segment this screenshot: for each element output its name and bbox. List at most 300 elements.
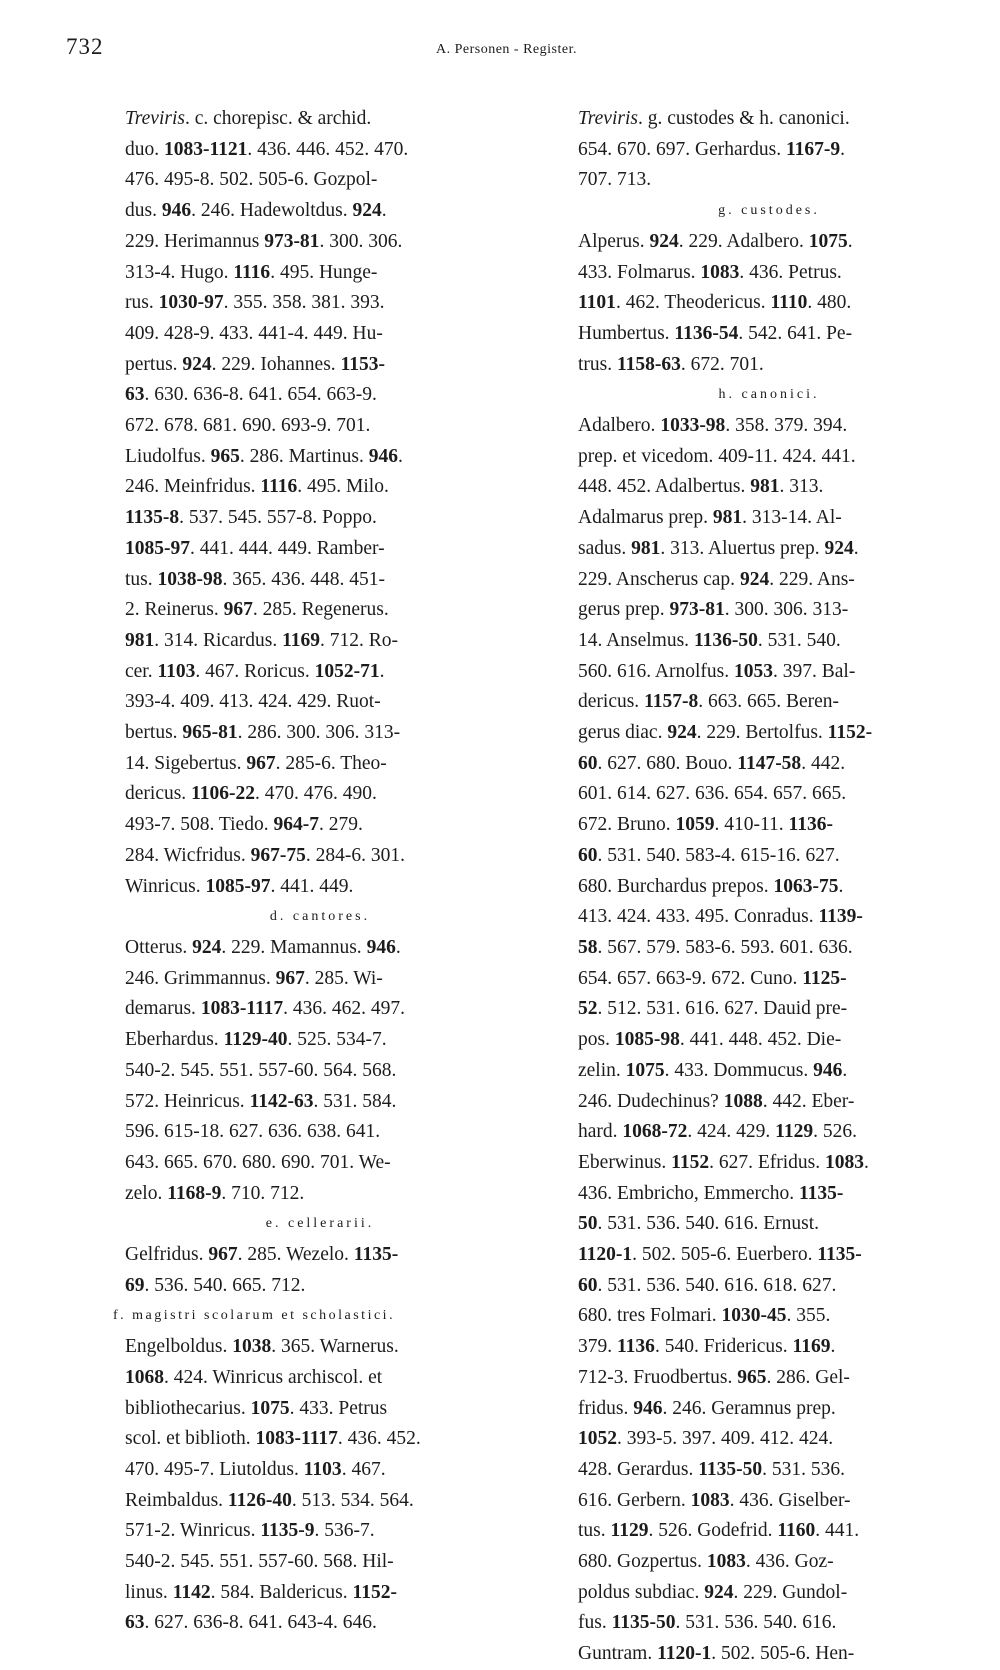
year-range: 1135- bbox=[817, 1244, 862, 1266]
year-range: 1101 bbox=[578, 292, 616, 314]
register-line bbox=[578, 1332, 960, 1363]
register-line bbox=[578, 687, 960, 718]
register-line bbox=[125, 565, 515, 596]
year-range: 63 bbox=[125, 1612, 145, 1634]
entry-text: sadus. bbox=[578, 537, 632, 559]
entry-text: . 313. bbox=[779, 476, 824, 498]
register-line bbox=[125, 1394, 515, 1425]
register-line bbox=[578, 595, 960, 626]
entry-text: Gelfridus. bbox=[125, 1244, 209, 1266]
register-line bbox=[125, 657, 515, 688]
entry-text: Adalmarus prep. bbox=[578, 507, 713, 529]
year-range: 1136-50 bbox=[693, 629, 758, 651]
year-range: 1083 bbox=[700, 261, 740, 283]
register-line bbox=[578, 1486, 960, 1517]
entry-text: 2. Reinerus. bbox=[125, 599, 224, 621]
page-header bbox=[66, 34, 956, 74]
entry-text: . 285. Regenerus. bbox=[252, 599, 389, 621]
entry-text: Guntram. bbox=[578, 1643, 658, 1665]
year-range: 1135-50 bbox=[698, 1458, 763, 1480]
entry-text: bibliothecarius. bbox=[125, 1397, 251, 1419]
year-range: 1038-98 bbox=[157, 568, 223, 590]
entry-text: . 531. 584. bbox=[313, 1090, 397, 1112]
register-line bbox=[125, 288, 515, 319]
entry-text: . 313. Aluertus prep. bbox=[660, 537, 825, 559]
year-range: 973-81 bbox=[264, 230, 320, 252]
register-line bbox=[578, 135, 960, 166]
year-range: 1075 bbox=[250, 1397, 290, 1419]
register-line bbox=[125, 350, 515, 381]
entry-text: 229. Anscherus cap. bbox=[578, 568, 740, 590]
year-range: 964-7 bbox=[273, 814, 319, 836]
year-range: 1169 bbox=[792, 1336, 831, 1358]
entry-text: Reimbaldus. bbox=[125, 1489, 228, 1511]
entry-text: fridus. bbox=[578, 1397, 634, 1419]
register-line bbox=[578, 1424, 960, 1455]
entry-text: 379. bbox=[578, 1336, 617, 1358]
entry-text: zelo. bbox=[125, 1182, 168, 1204]
register-line bbox=[125, 1455, 515, 1486]
entry-text: . bbox=[395, 936, 401, 958]
entry-text: . 627. 636-8. 641. 643-4. 646. bbox=[144, 1612, 377, 1634]
entry-text: . 436. 462. 497. bbox=[283, 998, 406, 1020]
register-line bbox=[578, 902, 960, 933]
entry-text: 572. Heinricus. bbox=[125, 1090, 250, 1112]
entry-text: . 246. Geramnus prep. bbox=[662, 1397, 836, 1419]
entry-text: . 246. Hadewoltdus. bbox=[191, 200, 353, 222]
year-range: 50 bbox=[578, 1213, 598, 1235]
entry-text: . bbox=[830, 1336, 836, 1358]
year-range: 1136-54 bbox=[674, 322, 739, 344]
entry-text: . 424. Winricus archiscol. et bbox=[164, 1366, 383, 1388]
register-line bbox=[578, 1148, 960, 1179]
register-line bbox=[578, 1087, 960, 1118]
entry-text: zelin. bbox=[578, 1059, 626, 1081]
register-line bbox=[578, 442, 960, 473]
register-line bbox=[125, 319, 515, 350]
register-line bbox=[125, 1056, 515, 1087]
entry-text: . 229. Bertolfus. bbox=[696, 722, 828, 744]
running-head: A. Personen - Register. bbox=[436, 42, 577, 57]
entry-text: . 441. 448. 452. Die- bbox=[679, 1029, 842, 1051]
register-line bbox=[125, 1148, 515, 1179]
register-line bbox=[578, 1056, 960, 1087]
entry-text: 540-2. 545. 551. 557-60. 568. Hil- bbox=[125, 1551, 394, 1573]
year-range: 924 bbox=[824, 537, 854, 559]
register-line bbox=[125, 411, 515, 442]
register-line bbox=[125, 933, 515, 964]
year-range: 1063-75 bbox=[773, 875, 839, 897]
entry-text: rus. bbox=[125, 292, 159, 314]
entry-text: prep. et vicedom. 409-11. 424. 441. bbox=[578, 445, 856, 467]
year-range: 1157-8 bbox=[644, 691, 699, 713]
register-line bbox=[125, 258, 515, 289]
entry-text: . 531. 540. 583-4. 615-16. 627. bbox=[597, 844, 840, 866]
entry-text: . 467. Roricus. bbox=[195, 660, 315, 682]
year-range: 1030-45 bbox=[721, 1305, 787, 1327]
entry-text: hard. bbox=[578, 1121, 623, 1143]
entry-text: 448. 452. Adalbertus. bbox=[578, 476, 751, 498]
register-line bbox=[578, 1179, 960, 1210]
year-range: 1147-58 bbox=[737, 752, 802, 774]
entry-text: Humbertus. bbox=[578, 322, 675, 344]
entry-text: . 542. 641. Pe- bbox=[738, 322, 853, 344]
entry-text: . 433. Dommucus. bbox=[664, 1059, 814, 1081]
entry-text: . 531. 536. 540. 616. 618. 627. bbox=[597, 1274, 837, 1296]
entry-text: . 284-6. 301. bbox=[305, 844, 405, 866]
entry-text: . 710. 712. bbox=[221, 1182, 305, 1204]
entry-text: Alperus. bbox=[578, 230, 650, 252]
register-line bbox=[125, 472, 515, 503]
register-line bbox=[125, 1117, 515, 1148]
year-range: 1153- bbox=[340, 353, 385, 375]
section-heading: f. magistri scolarum et scholastici. bbox=[113, 1308, 396, 1324]
register-line bbox=[125, 380, 515, 411]
year-range: 1106-22 bbox=[191, 783, 255, 805]
entry-text: 672. Bruno. bbox=[578, 814, 676, 836]
entry-text: . 436. Giselber- bbox=[729, 1489, 851, 1511]
entry-text: . 286. Martinus. bbox=[239, 445, 369, 467]
entry-text: . g. custodes & h. canonici. bbox=[637, 108, 850, 129]
year-range: 69 bbox=[125, 1274, 145, 1296]
entry-text: . 537. 545. 557-8. Poppo. bbox=[179, 507, 377, 529]
entry-text: 433. Folmarus. bbox=[578, 261, 701, 283]
year-range: 1135-9 bbox=[260, 1520, 315, 1542]
entry-text: . 512. 531. 616. 627. Dauid pre- bbox=[597, 998, 848, 1020]
year-range: 1129 bbox=[610, 1520, 649, 1542]
entry-text: . 526. bbox=[813, 1121, 857, 1143]
entry-text: . 355. bbox=[786, 1305, 831, 1327]
register-line bbox=[125, 779, 515, 810]
entry-text: Treviris bbox=[578, 108, 638, 129]
year-range: 63 bbox=[125, 384, 145, 406]
entry-text: 428. Gerardus. bbox=[578, 1458, 699, 1480]
entry-text: . 433. Petrus bbox=[289, 1397, 388, 1419]
section-heading: e. cellerarii. bbox=[265, 1216, 375, 1232]
entry-text: . 712. Ro- bbox=[320, 629, 399, 651]
entry-text: 540-2. 545. 551. 557-60. 564. 568. bbox=[125, 1059, 397, 1081]
register-line bbox=[578, 319, 960, 350]
entry-text: 680. Gozpertus. bbox=[578, 1551, 707, 1573]
year-range: 1136 bbox=[617, 1336, 655, 1358]
entry-text: . 285-6. Theo- bbox=[275, 752, 387, 774]
entry-text: Eberhardus. bbox=[125, 1029, 224, 1051]
entry-text: . 229. Gundol- bbox=[733, 1581, 848, 1603]
entry-text: . 630. 636-8. 641. 654. 663-9. bbox=[144, 384, 377, 406]
entry-text: 14. Sigebertus. bbox=[125, 752, 247, 774]
year-range: 1152 bbox=[671, 1151, 710, 1173]
register-line bbox=[578, 165, 960, 196]
register-line bbox=[125, 442, 515, 473]
year-range: 1142 bbox=[172, 1581, 211, 1603]
register-line bbox=[578, 104, 960, 135]
entry-text: . 526. Godefrid. bbox=[648, 1520, 778, 1542]
entry-text: fus. bbox=[578, 1612, 612, 1634]
entry-text: 707. 713. bbox=[578, 169, 652, 191]
entry-text: . 365. Warnerus. bbox=[271, 1336, 399, 1358]
entry-text: . 531. 540. bbox=[757, 629, 841, 651]
year-range: 946 bbox=[161, 200, 192, 222]
year-range: 1160 bbox=[777, 1520, 816, 1542]
register-line bbox=[578, 1639, 960, 1670]
entry-text: . 536-7. bbox=[314, 1520, 375, 1542]
year-range: 60 bbox=[578, 1274, 598, 1296]
entry-text: Otterus. bbox=[125, 936, 193, 958]
register-line bbox=[125, 534, 515, 565]
entry-text: . 286. 300. 306. 313- bbox=[237, 722, 401, 744]
register-line bbox=[578, 626, 960, 657]
register-line bbox=[578, 1240, 960, 1271]
entry-text: Liudolfus. bbox=[125, 445, 211, 467]
register-line bbox=[578, 258, 960, 289]
register-line bbox=[578, 1394, 960, 1425]
year-range: 1169 bbox=[282, 629, 321, 651]
register-line bbox=[578, 534, 960, 565]
entry-text: . 393-5. 397. 409. 412. 424. bbox=[617, 1428, 834, 1450]
year-range: 1053 bbox=[734, 660, 773, 682]
entry-text: . 495. Milo. bbox=[297, 476, 389, 498]
year-range: 1068-72 bbox=[622, 1121, 688, 1143]
entry-text: . 627. 680. Bouo. bbox=[597, 752, 738, 774]
page-number: 732 bbox=[66, 34, 104, 59]
section-heading: d. cantores. bbox=[269, 909, 371, 925]
year-range: 924 bbox=[739, 568, 770, 590]
entry-text: . 286. Gel- bbox=[766, 1366, 850, 1388]
entry-text: 643. 665. 670. 680. 690. 701. We- bbox=[125, 1151, 391, 1173]
register-line bbox=[578, 1025, 960, 1056]
register-line bbox=[125, 749, 515, 780]
year-range: 1110 bbox=[770, 292, 808, 314]
entry-text: . 229. Mamannus. bbox=[221, 936, 367, 958]
register-line bbox=[578, 779, 960, 810]
entry-text: . bbox=[840, 138, 846, 160]
year-range: 946 bbox=[813, 1059, 843, 1081]
year-range: 1142-63 bbox=[249, 1090, 314, 1112]
register-line bbox=[578, 1117, 960, 1148]
year-range: 1116 bbox=[260, 476, 298, 498]
register-line bbox=[578, 1547, 960, 1578]
year-range: 1083-1117 bbox=[200, 998, 284, 1020]
entry-text: . bbox=[398, 445, 403, 467]
register-line bbox=[578, 472, 960, 503]
entry-text: . 365. 436. 448. 451- bbox=[222, 568, 386, 590]
year-range: 1152- bbox=[352, 1581, 397, 1603]
register-line bbox=[125, 872, 515, 903]
entry-text: . c. chorepisc. & archid. bbox=[184, 108, 372, 129]
register-line bbox=[578, 1608, 960, 1639]
register-line bbox=[125, 227, 515, 258]
entry-text: gerus diac. bbox=[578, 722, 668, 744]
register-line bbox=[578, 1578, 960, 1609]
entry-text: . bbox=[381, 200, 387, 222]
section-heading: g. custodes. bbox=[718, 203, 820, 219]
year-range: 1052 bbox=[578, 1428, 617, 1450]
register-line bbox=[125, 718, 515, 749]
register-line bbox=[578, 1209, 960, 1240]
year-range: 1126-40 bbox=[227, 1489, 292, 1511]
entry-text: gerus prep. bbox=[578, 599, 670, 621]
year-range: 924 bbox=[352, 200, 382, 222]
entry-text: . 436. Goz- bbox=[745, 1551, 834, 1573]
left-column bbox=[113, 104, 515, 1639]
year-range: 52 bbox=[578, 998, 598, 1020]
year-range: 965-81 bbox=[182, 722, 238, 744]
entry-text: bertus. bbox=[125, 722, 183, 744]
entry-text: Winricus. bbox=[125, 875, 206, 897]
year-range: 967 bbox=[246, 752, 276, 774]
entry-text: . 436. 446. 452. 470. bbox=[247, 138, 409, 160]
register-line bbox=[578, 565, 960, 596]
entry-text: . bbox=[853, 537, 859, 559]
entry-text: poldus subdiac. bbox=[578, 1581, 705, 1603]
entry-text: demarus. bbox=[125, 998, 201, 1020]
entry-text: . 424. 429. bbox=[687, 1121, 776, 1143]
entry-text: . 436. 452. bbox=[337, 1428, 421, 1450]
entry-text: . 300. 306. 313- bbox=[724, 599, 849, 621]
entry-text: . 567. 579. 583-6. 593. 601. 636. bbox=[597, 936, 853, 958]
register-line bbox=[125, 1087, 515, 1118]
register-line bbox=[578, 1271, 960, 1302]
register-line bbox=[578, 227, 960, 258]
entry-text: 246. Dudechinus? bbox=[578, 1090, 724, 1112]
year-range: 1136- bbox=[788, 814, 833, 836]
register-line bbox=[578, 411, 960, 442]
year-range: 946 bbox=[368, 445, 399, 467]
year-range: 1083-1117 bbox=[255, 1428, 338, 1450]
entry-text: 413. 424. 433. 495. Conradus. bbox=[578, 906, 819, 928]
register-line bbox=[125, 841, 515, 872]
entry-text: . 285. Wezelo. bbox=[237, 1244, 354, 1266]
year-range: 967 bbox=[275, 967, 305, 989]
entry-text: cer. bbox=[125, 660, 158, 682]
register-line bbox=[578, 1363, 960, 1394]
year-range: 58 bbox=[578, 936, 598, 958]
entry-text: . bbox=[847, 230, 853, 252]
year-range: 1088 bbox=[723, 1090, 763, 1112]
year-range: 1135-50 bbox=[611, 1612, 676, 1634]
entry-text: 313-4. Hugo. bbox=[125, 261, 234, 283]
entry-text: 712-3. Fruodbertus. bbox=[578, 1366, 738, 1388]
year-range: 924 bbox=[192, 936, 222, 958]
register-line bbox=[578, 1516, 960, 1547]
entry-text: tus. bbox=[125, 568, 158, 590]
entry-text: 393-4. 409. 413. 424. 429. Ruot- bbox=[125, 691, 381, 713]
year-range: 1083 bbox=[825, 1151, 864, 1173]
register-line bbox=[125, 994, 515, 1025]
entry-text: 596. 615-18. 627. 636. 638. 641. bbox=[125, 1121, 381, 1143]
register-line bbox=[578, 657, 960, 688]
register-line bbox=[578, 964, 960, 995]
year-range: 1083 bbox=[690, 1489, 730, 1511]
right-column bbox=[578, 104, 960, 1670]
entry-text: tus. bbox=[578, 1520, 611, 1542]
year-range: 1139- bbox=[818, 906, 863, 928]
year-range: 1135- bbox=[798, 1182, 844, 1204]
year-range: 965 bbox=[210, 445, 240, 467]
entry-text: . 470. 476. 490. bbox=[254, 783, 377, 805]
entry-text: 246. Grimmannus. bbox=[125, 967, 276, 989]
year-range: 1085-98 bbox=[614, 1029, 680, 1051]
register-line bbox=[125, 165, 515, 196]
register-line bbox=[125, 135, 515, 166]
year-range: 946 bbox=[366, 936, 396, 958]
register-line bbox=[578, 749, 960, 780]
year-range: 981 bbox=[125, 629, 155, 651]
entry-text: . 313-14. Al- bbox=[742, 507, 842, 529]
entry-text: . 442. bbox=[801, 752, 846, 774]
entry-text: duo. bbox=[125, 138, 164, 160]
section-heading: h. canonici. bbox=[718, 387, 820, 403]
register-line bbox=[125, 1516, 515, 1547]
register-line bbox=[578, 718, 960, 749]
entry-text: . 663. 665. Beren- bbox=[698, 691, 840, 713]
year-range: 1135- bbox=[353, 1244, 399, 1266]
year-range: 1085-97 bbox=[125, 537, 190, 559]
year-range: 1059 bbox=[675, 814, 715, 836]
year-range: 981 bbox=[712, 507, 743, 529]
entry-text: . 355. 358. 381. 393. bbox=[223, 292, 385, 314]
year-range: 1158-63 bbox=[617, 353, 681, 375]
entry-text: . 441. 449. bbox=[270, 875, 354, 897]
year-range: 981 bbox=[750, 476, 780, 498]
entry-text: . 584. Baldericus. bbox=[210, 1581, 353, 1603]
entry-text: pos. bbox=[578, 1029, 615, 1051]
year-range: 967 bbox=[208, 1244, 238, 1266]
entry-text: . 441. 444. 449. Ramber- bbox=[190, 537, 385, 559]
year-range: 924 bbox=[667, 722, 697, 744]
register-line bbox=[125, 1271, 515, 1302]
year-range: 60 bbox=[578, 844, 598, 866]
entry-text: 284. Wicfridus. bbox=[125, 844, 251, 866]
register-line bbox=[578, 1301, 960, 1332]
entry-text: . 536. 540. 665. 712. bbox=[144, 1274, 306, 1296]
year-range: 1085-97 bbox=[205, 875, 271, 897]
register-line bbox=[125, 687, 515, 718]
entry-text: . 672. 701. bbox=[680, 353, 764, 375]
register-line bbox=[125, 1486, 515, 1517]
year-range: 1129 bbox=[775, 1121, 814, 1143]
register-line bbox=[578, 503, 960, 534]
register-line bbox=[125, 626, 515, 657]
year-range: 1083-1121 bbox=[164, 138, 248, 160]
year-range: 1116 bbox=[233, 261, 271, 283]
entry-text: . 513. 534. 564. bbox=[291, 1489, 414, 1511]
entry-text: 470. 495-7. Liutoldus. bbox=[125, 1458, 304, 1480]
entry-text: 560. 616. Arnolfus. bbox=[578, 660, 734, 682]
entry-text: Eberwinus. bbox=[578, 1151, 672, 1173]
year-range: 1075 bbox=[808, 230, 848, 252]
register-line bbox=[125, 1424, 515, 1455]
register-line bbox=[125, 503, 515, 534]
entry-text: . bbox=[379, 660, 385, 682]
register-line bbox=[578, 288, 960, 319]
entry-text: 680. tres Folmari. bbox=[578, 1305, 722, 1327]
year-range: 60 bbox=[578, 752, 598, 774]
register-line bbox=[578, 1455, 960, 1486]
register-line bbox=[578, 841, 960, 872]
entry-text: . 229. Iohannes. bbox=[211, 353, 341, 375]
year-range: 924 bbox=[649, 230, 679, 252]
register-line bbox=[125, 964, 515, 995]
year-range: 1103 bbox=[157, 660, 196, 682]
entry-text: 672. 678. 681. 690. 693-9. 701. bbox=[125, 415, 371, 437]
entry-text: . 279. bbox=[318, 814, 363, 836]
register-line bbox=[125, 1608, 515, 1639]
entry-text: 246. Meinfridus. bbox=[125, 476, 261, 498]
entry-text: Adalbero. bbox=[578, 415, 661, 437]
register-line bbox=[125, 810, 515, 841]
entry-text: . 525. 534-7. bbox=[287, 1029, 387, 1051]
